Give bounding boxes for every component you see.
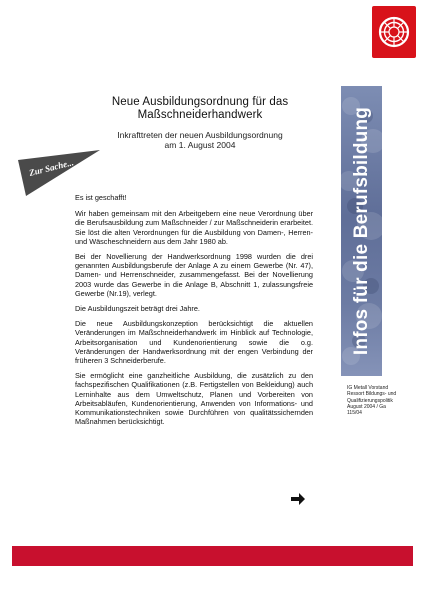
paragraph-3: Bei der Novellierung der Handwerksordnung 1998 wurden die drei genannten Ausbildungsberufe der Anlage A zu einem Gewerbe (Nr. 47), Damen- und Herrenschneider, zusammengefasst. Bei der Novellierung 2003 wurde das Gewerbe in die Anlage B, Abschnitt 1, zulassungsfreie Gewerbe (Nr.19), verlegt. — [75, 252, 313, 298]
note-line-4: August 2004 / Ga — [347, 403, 386, 410]
zur-sache-pennant — [16, 150, 106, 198]
subtitle-line-2: am 1. August 2004 — [164, 140, 236, 150]
pennant-label: Zur Sache... — [28, 157, 75, 178]
header — [95, 96, 305, 150]
page-subtitle — [95, 130, 305, 150]
paragraph-intro: Es ist geschafft! — [75, 193, 127, 202]
publisher-note — [347, 385, 409, 416]
paragraph-5: Die neue Ausbildungskonzeption berücksichtigt die aktuellen Veränderungen im Maßschneiderhandwerk im Hinblick auf Technologie, Arbeitsorganisation und Kundenorientierung sowie die o.g. Veränderungen der Handwerksordnung mit der engen Verbindung der früheren 3 Schneiderberufe. — [75, 319, 313, 366]
paragraph-2: Wir haben gemeinsam mit den Arbeitgebern eine neue Verordnung über die Berufsausbildung zum Maßschneider / zur Maßschneiderin erarbeitet. Sie löst die alten Verordnungen für die Ausbildung von Damen-, Herren- und Wäscheschneidern aus dem Jahr 1980 ab. — [75, 209, 313, 246]
ig-logo-icon — [376, 12, 412, 52]
page-title — [95, 96, 305, 122]
note-line-1: IG Metall Vorstand — [347, 385, 389, 391]
right-arrow-icon[interactable] — [290, 492, 306, 506]
footer-bar — [12, 546, 413, 566]
subtitle-line-1: Inkrafttreten der neuen Ausbildungsordnung — [117, 130, 283, 140]
note-line-3: Qualifizierungspolitik — [347, 397, 393, 404]
title-line-1: Neue Ausbildungsordnung für das — [111, 96, 289, 108]
ig-metall-logo — [372, 6, 416, 58]
side-banner-label: Infos für die Berufsbildung — [350, 106, 372, 356]
paragraph-6: Sie ermöglicht eine ganzheitliche Ausbildung, die zusätzlich zu den fachspezifischen Qualifikationen (z.B. Fertigstellen von Bekleidung) auch Lerninhalte aus dem Umweltschutz, Planen und Vorbereiten von Arbeitsabläufen, Kundenorientierung, Anwenden von Informations- und Kommunikationstechniken sowie Durchführen von qualitätssichernden Maßnahmen berücksichtigt. — [75, 371, 313, 427]
note-line-5: 115/04 — [347, 410, 362, 417]
note-line-2: Ressort Bildungs- und — [347, 391, 397, 398]
article-body — [75, 193, 313, 432]
side-banner — [341, 86, 382, 376]
paragraph-4: Die Ausbildungszeit beträgt drei Jahre. — [75, 304, 200, 314]
title-line-2: Maßschneiderhandwerk — [137, 109, 263, 121]
